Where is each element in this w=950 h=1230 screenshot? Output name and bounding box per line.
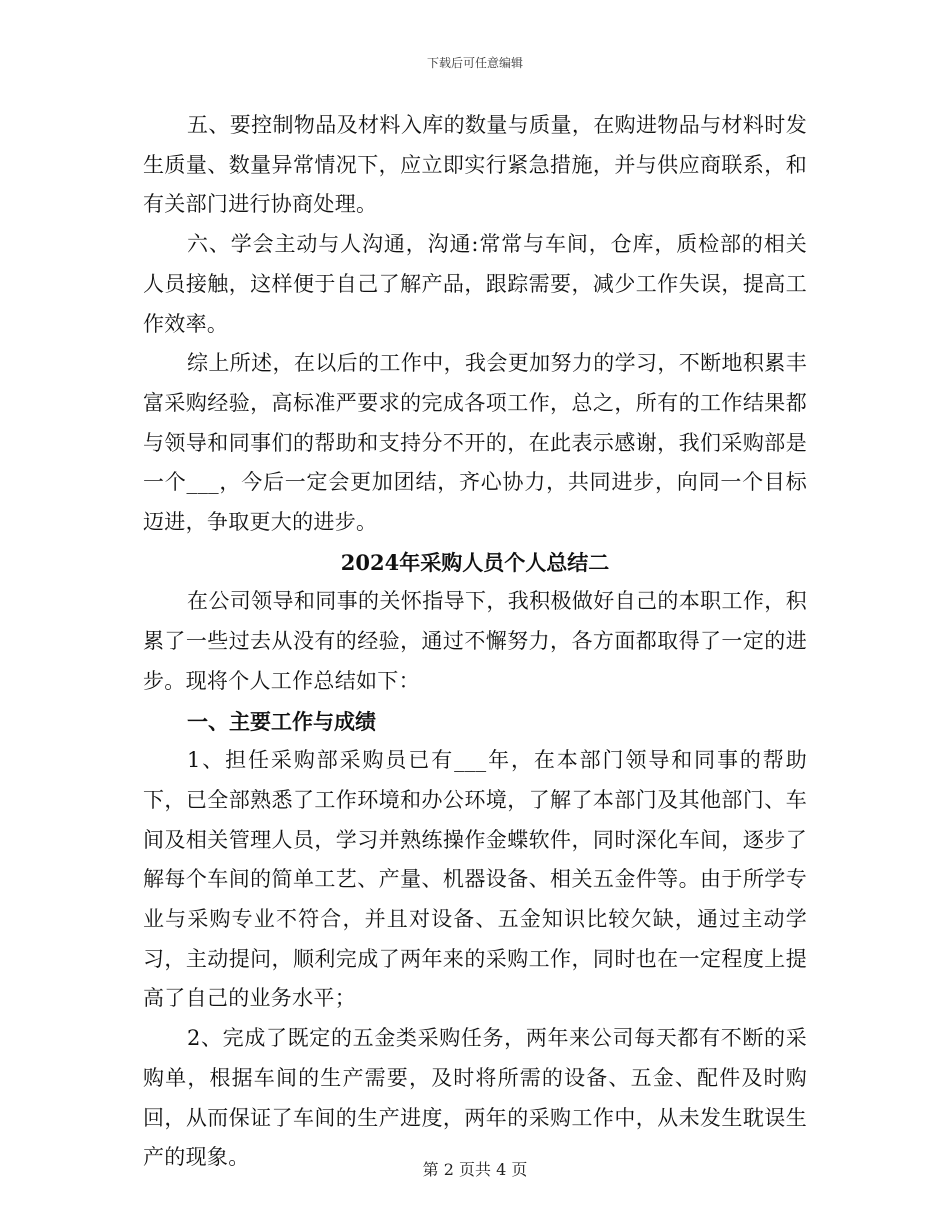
section-title: 2024年采购人员个人总结二 [340,549,610,575]
paragraph-point-2: 2、完成了既定的五金类采购任务，两年来公司每天都有不断的采购单，根据车间的生产需要，及时将所需的设备、五金、配件及时购回，从而保证了车间的生产进度，两年的采购工作中，从未发生耽误生产的现象。 [143,1026,807,1170]
paragraph-summary: 综上所述，在以后的工作中，我会更加努力的学习，不断地积累丰富采购经验，高标准严要求的完成各项工作，总之，所有的工作结果都与领导和同事们的帮助和支持分不开的，在此表示感谢，我们采购部是一个___，今后一定会更加团结，齐心协力，共同进步，向同一个目标迈进，争取更大的进步。 [143,351,807,535]
paragraph-intro: 在公司领导和同事的关怀指导下，我积极做好自己的本职工作，积累了一些过去从没有的经验，通过不懈努力，各方面都取得了一定的进步。现将个人工作总结如下： [143,589,807,693]
page-footer: 第 2 页共 4 页 [422,1160,528,1179]
paragraph-point-1: 1、担任采购部采购员已有___年，在本部门领导和同事的帮助下，已全部熟悉了工作环境和办公环境，了解了本部门及其他部门、车间及相关管理人员，学习并熟练操作金蝶软件，同时深化车间，逐步了解每个车间的简单工艺、产量、机器设备、相关五金件等。由于所学专业与采购专业不符合，并且对设备、五金知识比较欠缺，通过主动学习，主动提问，顺利完成了两年来的采购工作，同时也在一定程度上提高了自己的业务水平； [143,748,807,1011]
page-header: 下载后可任意编辑 [426,56,523,70]
paragraph-item-6: 六、学会主动与人沟通，沟通:常常与车间，仓库，质检部的相关人员接触，这样便于自己了解产品，跟踪需要，减少工作失误，提高工作效率。 [143,232,807,336]
paragraph-item-5: 五、要控制物品及材料入库的数量与质量，在购进物品与材料时发生质量、数量异常情况下，应立即实行紧急措施，并与供应商联系，和有关部门进行协商处理。 [143,113,807,217]
heading-main-work: 一、主要工作与成绩 [187,708,376,734]
document-body [143,106,807,1178]
